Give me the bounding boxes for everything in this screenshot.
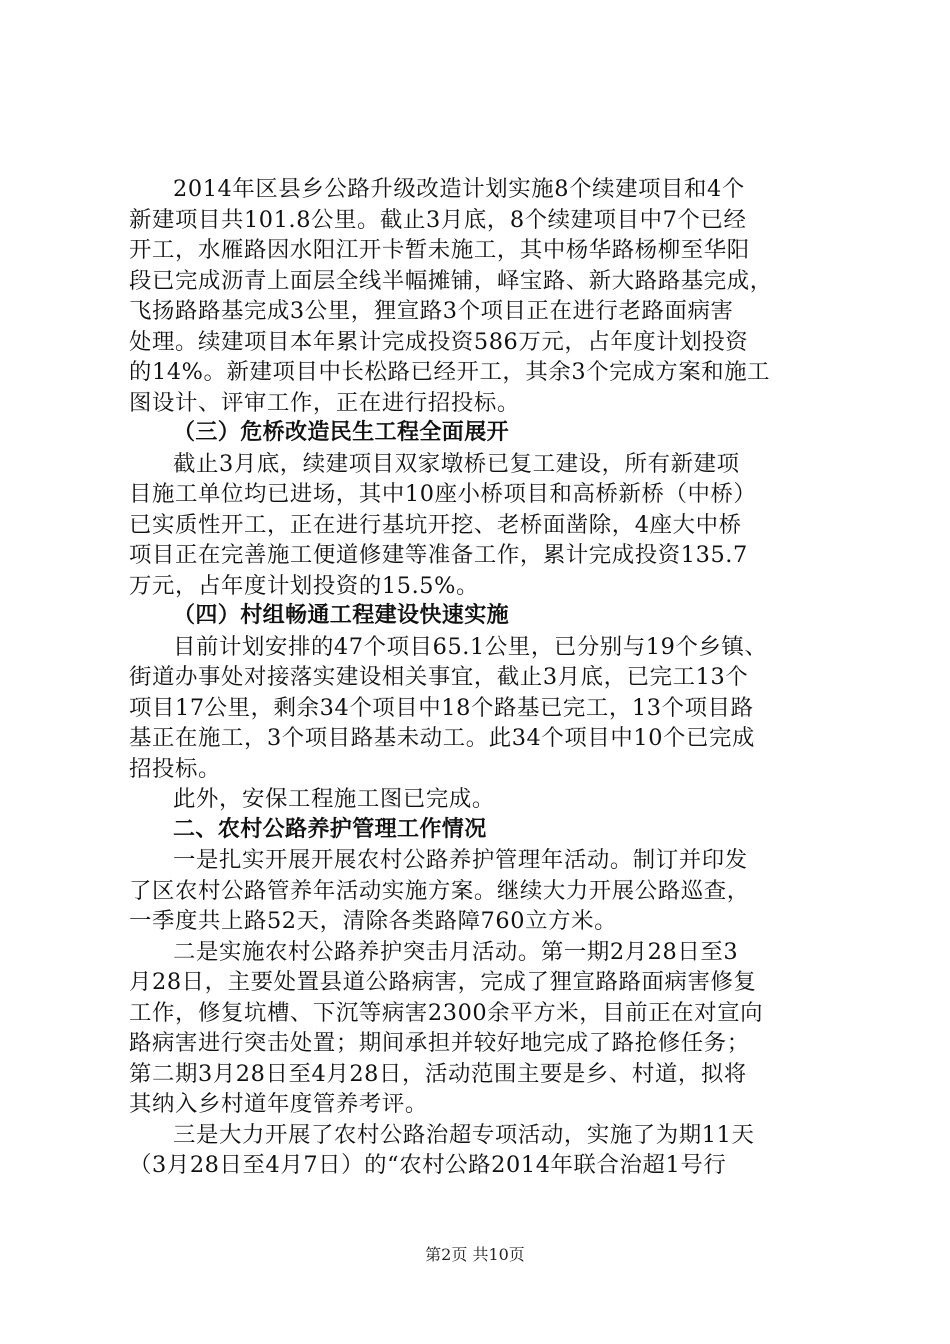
paragraph xyxy=(129,784,831,815)
paragraph-line: （3月28日至4月7日）的“农村公路2014年联合治超1号行 xyxy=(129,1152,727,1178)
paragraph-line: 万元，占年度计划投资的15.5%。 xyxy=(129,572,480,599)
paragraph-line: 目施工单位均已进场，其中10座小桥项目和高桥新桥（中桥） xyxy=(129,481,757,507)
paragraph-line: 路病害进行突击处置；期间承担并较好地完成了路抢修任务； xyxy=(129,1030,750,1056)
paragraph-line: 项目正在完善施工便道修建等准备工作，累计完成投资135.7 xyxy=(129,542,748,568)
paragraph xyxy=(129,1120,831,1181)
paragraph-line: 图设计、评审工作，正在进行招投标。 xyxy=(129,389,520,416)
paragraph-line: 一季度共上路52天，清除各类路障760立方米。 xyxy=(129,908,618,934)
paragraph-line: 飞扬路路基完成3公里，狸宣路3个项目正在进行老路面病害 xyxy=(129,298,734,324)
paragraph-line: 街道办事处对接落实建设相关事宜，截止3月底，已完工13个 xyxy=(129,664,749,690)
paragraph-line: 工作，修复坑槽、下沉等病害2300余平方米，目前正在对宣向 xyxy=(129,999,764,1026)
paragraph xyxy=(129,937,831,1120)
page-number-footer: 第2页 共10页 xyxy=(425,1245,525,1264)
paragraph xyxy=(129,845,831,937)
paragraph-line: 已实质性开工，正在进行基坑开挖、老桥面凿除，4座大中桥 xyxy=(129,511,742,538)
section-heading: （四）村组畅通工程建设快速实施 xyxy=(173,603,510,628)
paragraph-line: 截止3月底，续建项目双家墩桥已复工建设，所有新建项 xyxy=(173,450,740,477)
paragraph-line: 此外，安保工程施工图已完成。 xyxy=(173,786,495,812)
paragraph-line: 三是大力开展了农村公路治超专项活动，实施了为期11天 xyxy=(173,1121,755,1148)
paragraph-line: 了区农村公路管养年活动实施方案。继续大力开展公路巡查， xyxy=(129,877,750,904)
paragraph-line: 其纳入乡村道年度管养考评。 xyxy=(129,1091,428,1117)
paragraph-line: 基正在施工，3个项目路基未动工。此34个项目中10个已完成 xyxy=(129,725,756,751)
paragraph xyxy=(129,632,831,785)
document-body xyxy=(129,174,831,1181)
paragraph xyxy=(129,449,831,602)
paragraph-line: 2014年区县乡公路升级改造计划实施8个续建项目和4个 xyxy=(173,176,745,202)
paragraph xyxy=(129,174,831,418)
paragraph-line: 段已完成沥青上面层全线半幅摊铺，峄宝路、新大路路基完成， xyxy=(129,267,773,294)
paragraph-line: 二是实施农村公路养护突击月活动。第一期2月28日至3 xyxy=(173,938,739,965)
paragraph-line: 开工，水雁路因水阳江开卡暂未施工，其中杨华路杨柳至华阳 xyxy=(129,237,750,263)
section-heading: （三）危桥改造民生工程全面展开 xyxy=(173,420,510,445)
paragraph-line: 项目17公里，剩余34个项目中18个路基已完工，13个项目路 xyxy=(129,694,754,721)
paragraph-line: 一是扎实开展开展农村公路养护管理年活动。制订并印发 xyxy=(173,847,748,873)
paragraph-line: 月28日，主要处置县道公路病害，完成了狸宣路路面病害修复 xyxy=(129,969,757,995)
paragraph-line: 处理。续建项目本年累计完成投资586万元，占年度计划投资 xyxy=(129,328,749,355)
paragraph-line: 第二期3月28日至4月28日，活动范围主要是乡、村道，拟将 xyxy=(129,1060,747,1087)
paragraph-line: 招投标。 xyxy=(129,755,221,782)
section-heading: 二、农村公路养护管理工作情况 xyxy=(173,816,487,842)
paragraph-line: 目前计划安排的47个项目65.1公里，已分别与19个乡镇、 xyxy=(173,633,768,660)
paragraph-line: 新建项目共101.8公里。截止3月底，8个续建项目中7个已经 xyxy=(129,206,747,233)
paragraph-line: 的14%。新建项目中长松路已经开工，其余3个完成方案和施工 xyxy=(129,359,771,385)
